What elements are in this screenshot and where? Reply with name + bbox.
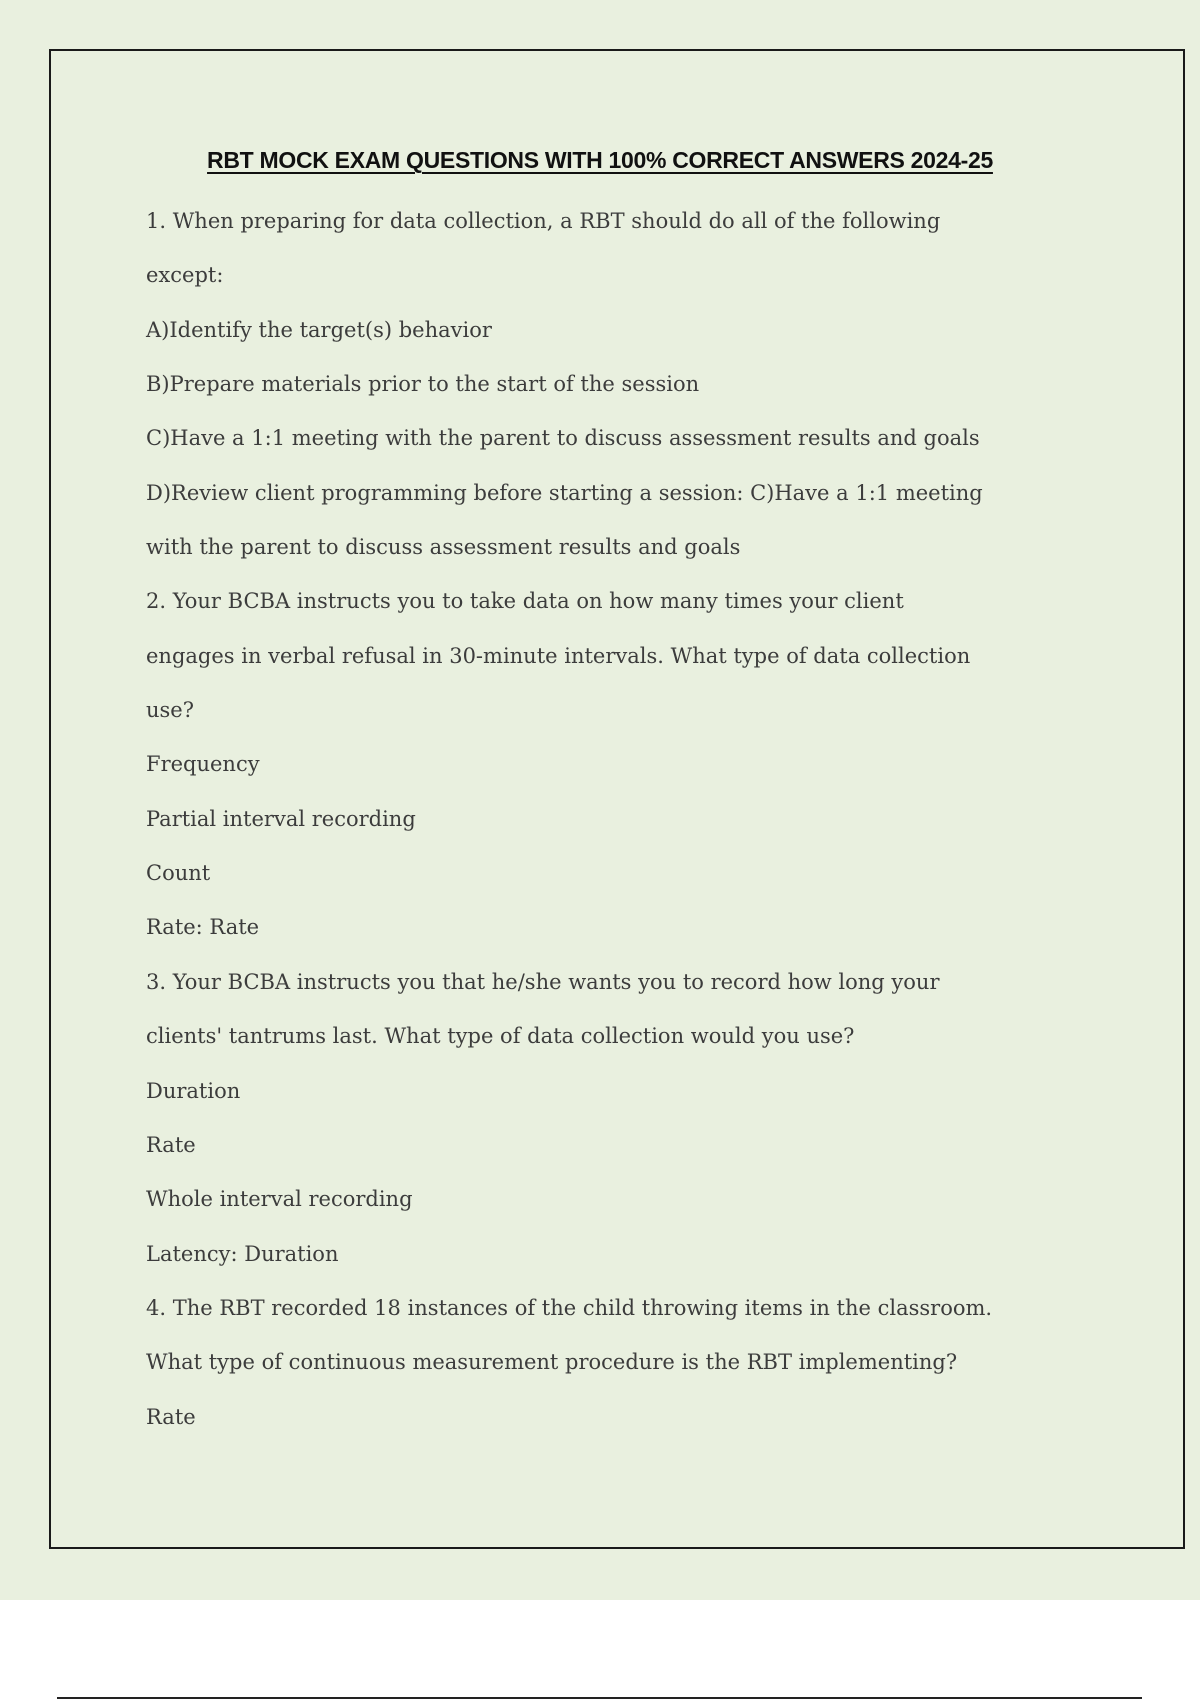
text-line: What type of continuous measurement procedure is the RBT implementing? <box>146 1350 958 1375</box>
text-line: Count <box>146 861 211 886</box>
text-line: use? <box>146 698 194 723</box>
text-line: 2. Your BCBA instructs you to take data on how many times your client <box>146 589 904 614</box>
text-line: 3. Your BCBA instructs you that he/she wants you to record how long your <box>146 969 940 994</box>
text-line: Rate <box>146 1132 196 1157</box>
text-line: 4. The RBT recorded 18 instances of the child throwing items in the classroom. <box>146 1295 993 1320</box>
text-line: Latency: Duration <box>146 1241 339 1266</box>
document-title <box>0 146 1200 174</box>
question-list <box>146 194 1046 1444</box>
text-line: clients' tantrums last. What type of data collection would you use? <box>146 1024 855 1049</box>
text-line: 1. When preparing for data collection, a RBT should do all of the following <box>146 209 941 233</box>
text-line: Rate: Rate <box>146 915 260 940</box>
document-title-text: RBT MOCK EXAM QUESTIONS WITH 100% CORRECT ANSWERS 2024-25 <box>207 147 993 173</box>
footer-divider <box>57 1697 1142 1699</box>
text-line: A)Identify the target(s) behavior <box>146 317 492 342</box>
text-line: D)Review client programming before starting a session: C)Have a 1:1 meeting <box>146 480 983 505</box>
text-line: engages in verbal refusal in 30-minute intervals. What type of data collection <box>146 643 971 668</box>
text-line: with the parent to discuss assessment results and goals <box>146 535 741 560</box>
text-line: C)Have a 1:1 meeting with the parent to discuss assessment results and goals <box>146 426 980 451</box>
text-line: Partial interval recording <box>146 806 416 831</box>
text-line: Whole interval recording <box>146 1187 413 1212</box>
text-line: Rate <box>146 1404 196 1429</box>
text-line: except: <box>146 263 224 288</box>
text-line: B)Prepare materials prior to the start of the session <box>146 372 700 397</box>
text-line: Duration <box>146 1078 241 1103</box>
text-line: Frequency <box>146 752 260 777</box>
